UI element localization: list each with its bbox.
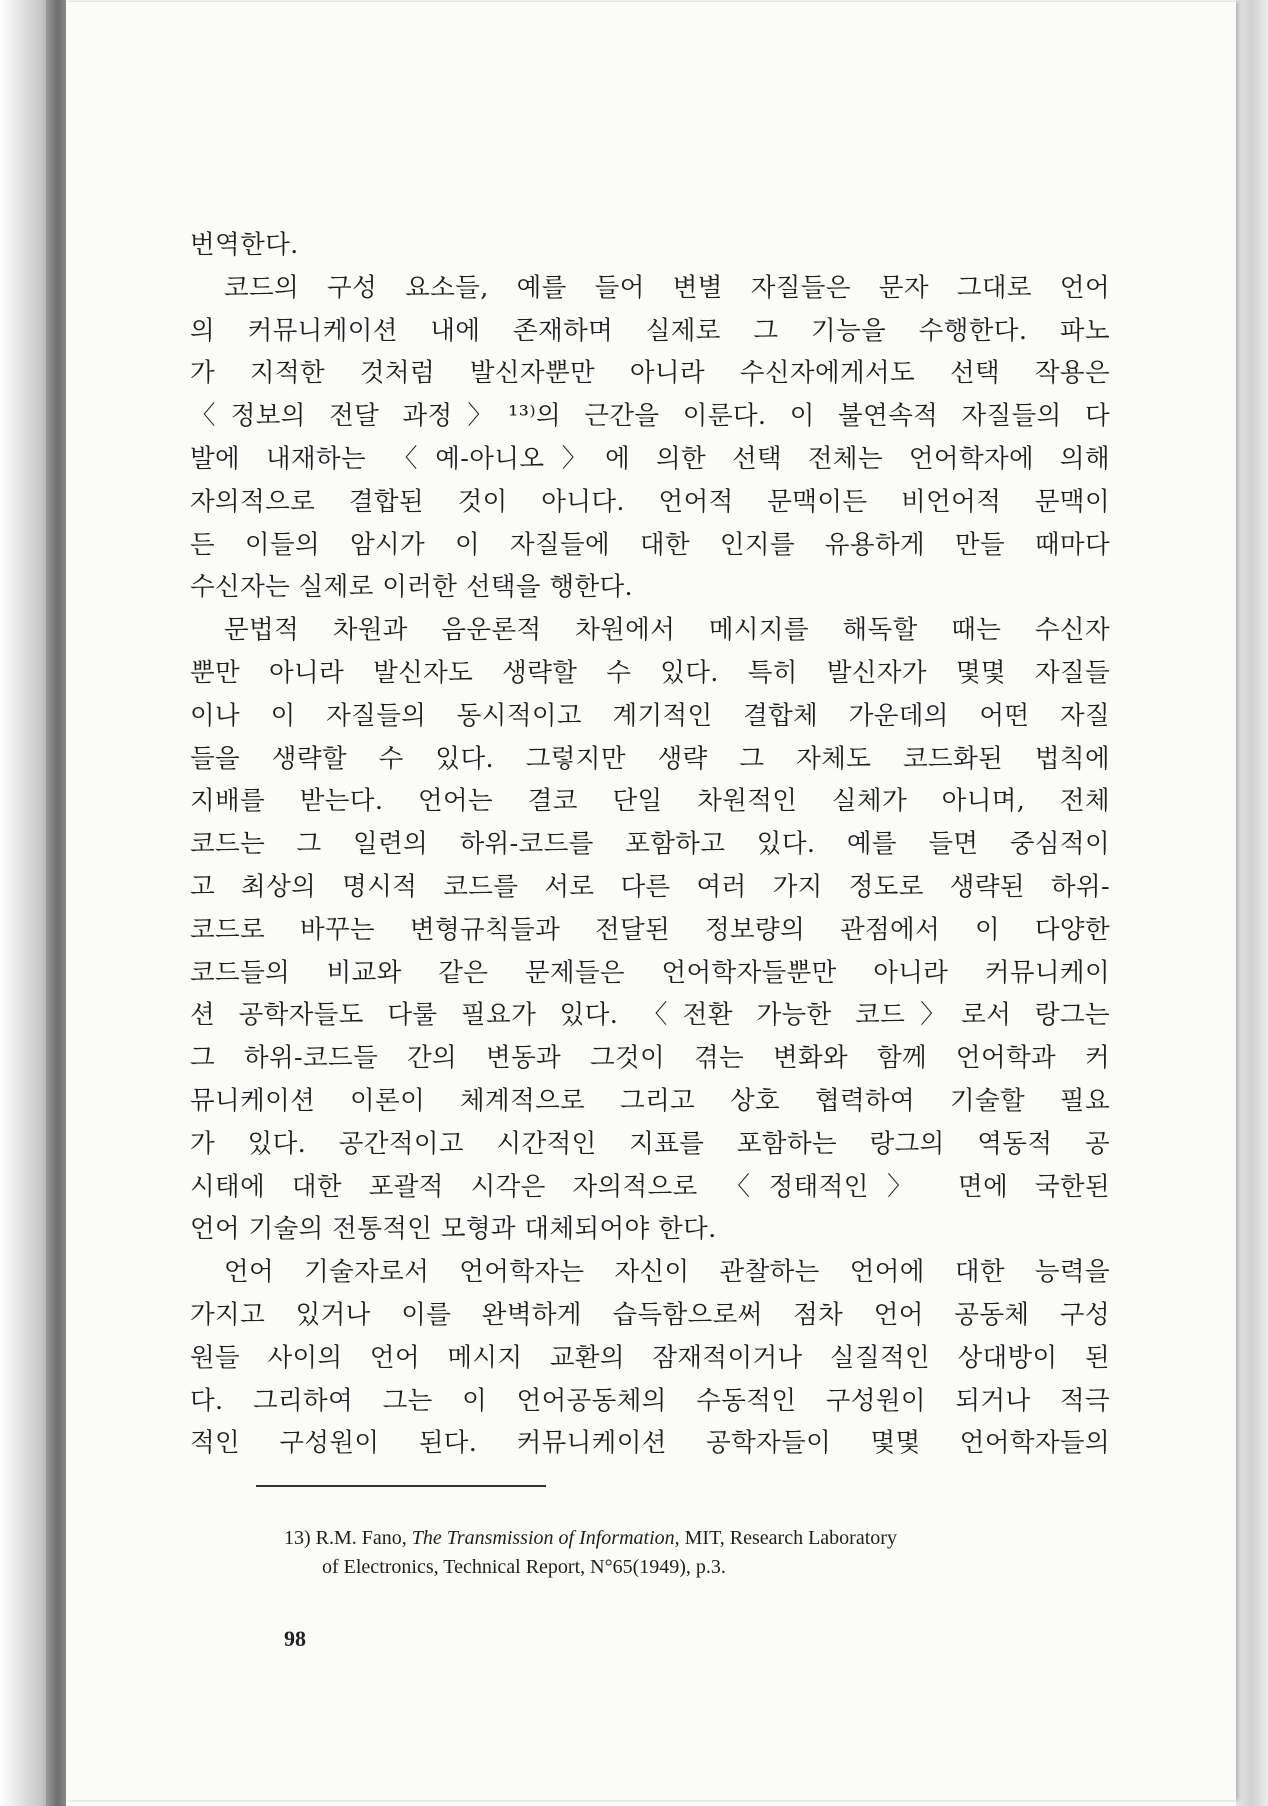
text-line: 문법적 차원과 음운론적 차원에서 메시지를 해독할 때는 수신자 bbox=[224, 615, 1110, 646]
footnote-publisher: MIT, Research Laboratory bbox=[684, 1527, 897, 1549]
text-line: 의 커뮤니케이션 내에 존재하며 실제로 그 기능을 수행한다. 파노 bbox=[190, 315, 1110, 346]
text-line: 자의적으로 결합된 것이 아니다. 언어적 문맥이든 비언어적 문맥이 bbox=[190, 486, 1110, 517]
footnote-marker: 13) bbox=[284, 1527, 311, 1549]
text-line: 그 하위-코드들 간의 변동과 그것이 겪는 변화와 함께 언어학과 커 bbox=[190, 1043, 1110, 1074]
text-line: 들을 생략할 수 있다. 그렇지만 생략 그 자체도 코드화된 법칙에 bbox=[190, 743, 1110, 774]
book-spine bbox=[46, 0, 66, 1806]
footnote-title: The Transmission of Information, bbox=[411, 1527, 680, 1549]
text-line: 수신자는 실제로 이러한 선택을 행한다. bbox=[190, 572, 634, 603]
text-line: 〈정보의 전달 과정〉¹³⁾의 근간을 이룬다. 이 불연속적 자질들의 다 bbox=[190, 401, 1110, 432]
text-line: 이나 이 자질들의 동시적이고 계기적인 결합체 가운데의 어떤 자질 bbox=[190, 700, 1110, 731]
text-line: 코드로 바꾸는 변형규칙들과 전달된 정보량의 관점에서 이 다양한 bbox=[190, 914, 1110, 945]
body-text bbox=[190, 224, 1110, 1465]
text-line: 코드들의 비교와 같은 문제들은 언어학자들뿐만 아니라 커뮤니케이 bbox=[190, 957, 1110, 988]
text-line: 번역한다. bbox=[190, 230, 299, 260]
text-line: 언어 기술자로서 언어학자는 자신이 관찰하는 언어에 대한 능력을 bbox=[224, 1257, 1110, 1288]
book-edge-right bbox=[1236, 0, 1268, 1806]
text-line: 가지고 있거나 이를 완벽하게 습득함으로써 점차 언어 공동체 구성 bbox=[190, 1299, 1110, 1330]
text-line: 원들 사이의 언어 메시지 교환의 잠재적이거나 실질적인 상대방이 된 bbox=[190, 1342, 1110, 1373]
footnote-author: R.M. Fano, bbox=[315, 1527, 407, 1549]
text-line: 가 지적한 것처럼 발신자뿐만 아니라 수신자에게서도 선택 작용은 bbox=[190, 358, 1110, 389]
text-line: 다. 그리하여 그는 이 언어공동체의 수동적인 구성원이 되거나 적극 bbox=[190, 1385, 1110, 1416]
text-line: 션 공학자들도 다룰 필요가 있다. 〈전환 가능한 코드〉로서 랑그는 bbox=[190, 1000, 1110, 1031]
text-line: 뿐만 아니라 발신자도 생략할 수 있다. 특히 발신자가 몇몇 자질들 bbox=[190, 657, 1110, 688]
text-line: 적인 구성원이 된다. 커뮤니케이션 공학자들이 몇몇 언어학자들의 bbox=[190, 1428, 1110, 1459]
footnote-line bbox=[284, 1524, 1114, 1553]
footnote-divider bbox=[256, 1485, 546, 1487]
text-line: 코드는 그 일련의 하위-코드를 포함하고 있다. 예를 들면 중심적이 bbox=[190, 829, 1110, 860]
text-line: 든 이들의 암시가 이 자질들에 대한 인지를 유용하게 만들 때마다 bbox=[190, 529, 1110, 560]
text-line: 언어 기술의 전통적인 모형과 대체되어야 한다. bbox=[190, 1214, 717, 1245]
text-line: 지배를 받는다. 언어는 결코 단일 차원적인 실체가 아니며, 전체 bbox=[190, 786, 1110, 817]
text-line: 시태에 대한 포괄적 시각은 자의적으로 〈정태적인〉 면에 국한된 bbox=[190, 1171, 1110, 1202]
footnote-line: of Electronics, Technical Report, N°65(1949), p.3. bbox=[322, 1556, 726, 1578]
text-line: 고 최상의 명시적 코드를 서로 다른 여러 가지 정도로 생략된 하위- bbox=[190, 871, 1110, 902]
text-line: 코드의 구성 요소들, 예를 들어 변별 자질들은 문자 그대로 언어 bbox=[224, 272, 1110, 303]
text-line: 뮤니케이션 이론이 체계적으로 그리고 상호 협력하여 기술할 필요 bbox=[190, 1085, 1110, 1116]
text-line: 발에 내재하는 〈예-아니오〉에 의한 선택 전체는 언어학자에 의해 bbox=[190, 443, 1110, 474]
page-number: 98 bbox=[284, 1626, 306, 1651]
text-line: 가 있다. 공간적이고 시간적인 지표를 포함하는 랑그의 역동적 공 bbox=[190, 1128, 1110, 1159]
footnote bbox=[284, 1524, 1114, 1582]
